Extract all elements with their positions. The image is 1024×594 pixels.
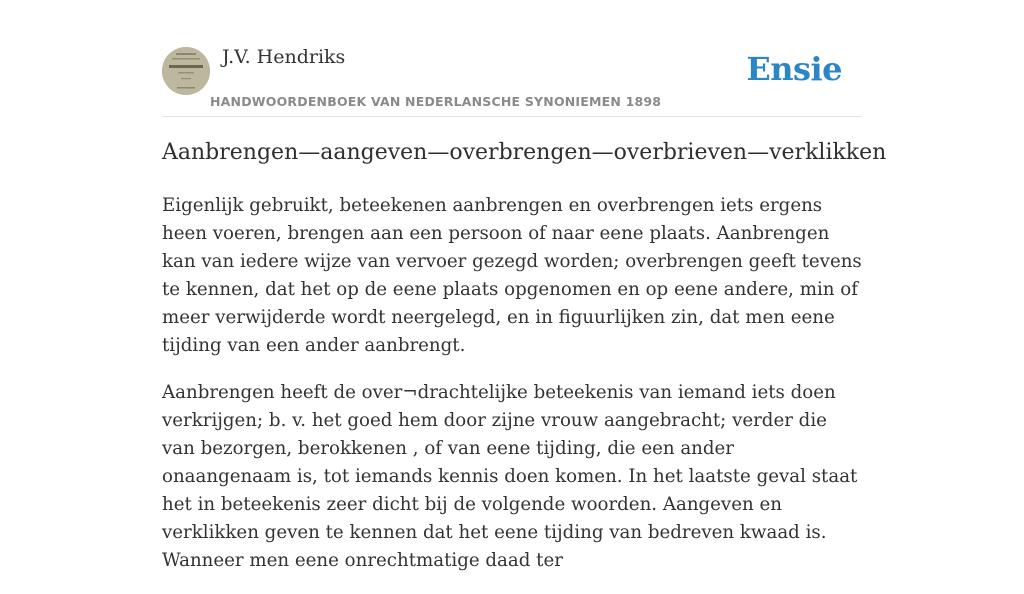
article-body <box>162 192 862 594</box>
article-title: Aanbrengen—aangeven—overbrengen—overbrieven—verklikken <box>162 140 887 165</box>
source-title[interactable]: HANDWOORDENBOEK VAN NEDERLANSCHE SYNONIEMEN 1898 <box>210 94 662 109</box>
header <box>162 0 862 117</box>
book-cover-icon[interactable] <box>162 47 210 95</box>
paragraph: Aanbrengen heeft de over¬drachtelijke beteekenis van iemand iets doen verkrijgen; b. v. het goed hem door zijne vrouw aangebracht; verder die van bezorgen, berokkenen , of van eene tijding, die een ander onaangenaam is, tot iemands kennis doen komen. In het laatste geval staat het in beteekenis zeer dicht bij de volgende woorden. Aangeven en verklikken geven te kennen dat het eene tijding van bedreven kwaad is. Wanneer men eene onrechtmatige daad ter <box>162 382 858 571</box>
author-name[interactable]: J.V. Hendriks <box>222 46 346 68</box>
paragraph: Eigenlijk gebruikt, beteekenen aanbrengen en overbrengen iets ergens heen voeren, brengen aan een persoon of naar eene plaats. Aanbrengen kan van iedere wijze van vervoer gezegd worden; overbrengen geeft tevens te kennen, dat het op de eene plaats opgenomen en op eene andere, min of meer verwijderde wordt neergelegd, en in figuurlijken zin, dat men eene tijding van een ander aanbrengt. <box>162 195 862 356</box>
page-container <box>162 0 887 571</box>
brand-logo[interactable]: Ensie <box>746 50 842 88</box>
